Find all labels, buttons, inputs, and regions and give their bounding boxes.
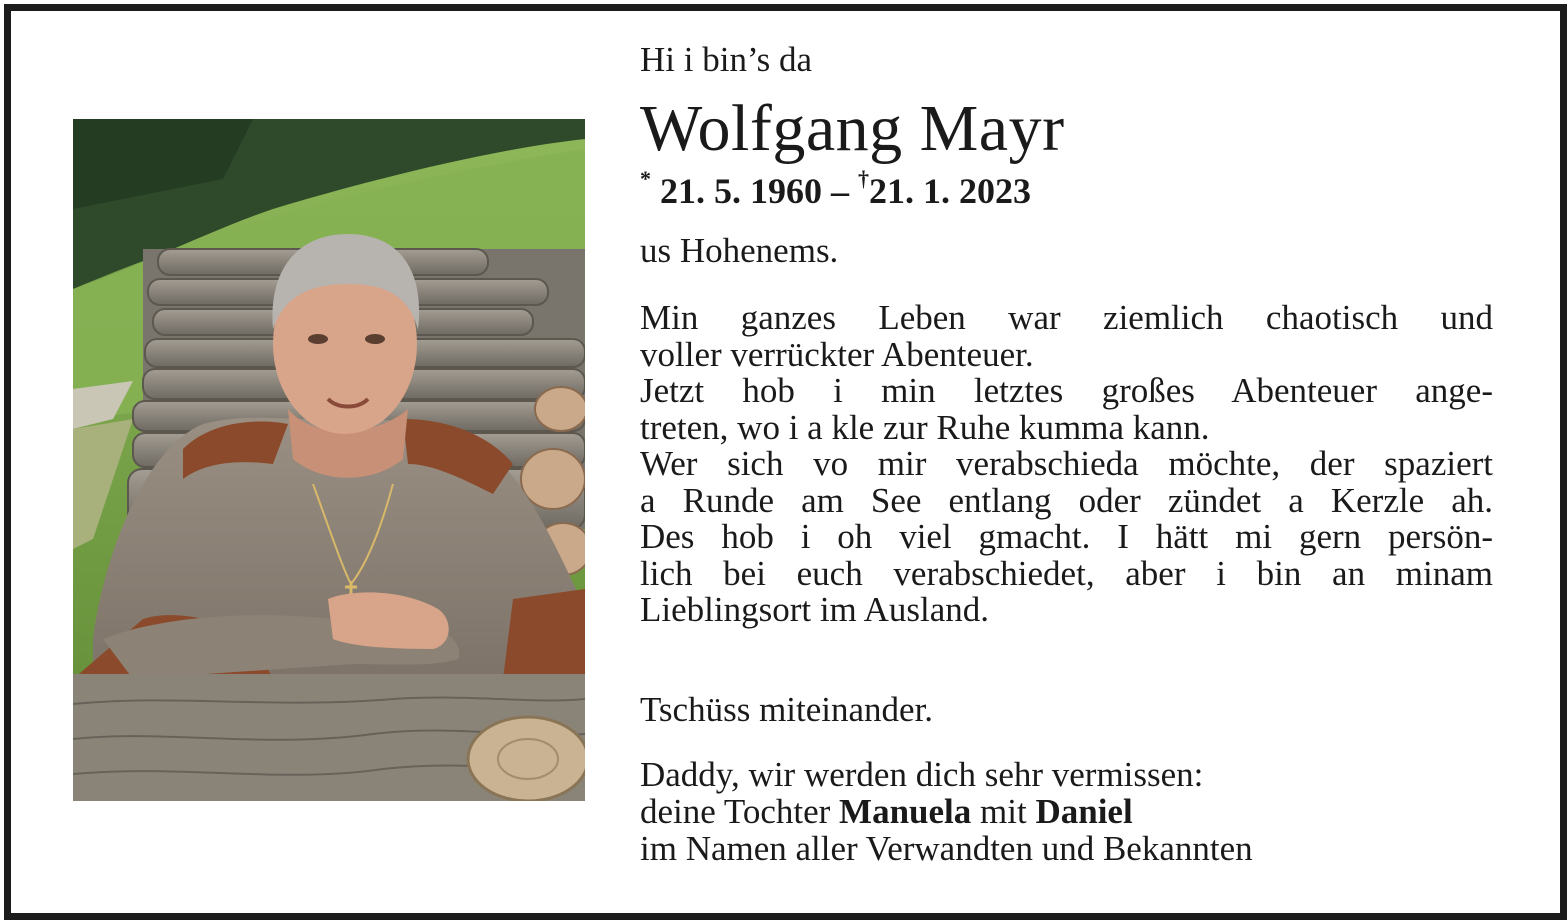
- mourner-name: Daniel: [1035, 792, 1133, 831]
- farewell: Tschüss miteinander.: [640, 690, 934, 729]
- body-line: Lieblingsort im Ausland.: [640, 590, 990, 629]
- body-line: voller verrückter Abenteuer.: [640, 334, 1034, 374]
- life-dates: [640, 166, 1031, 212]
- body-line: Des hob i oh viel gmacht. I hätt mi gern persön-: [640, 517, 1493, 556]
- portrait-illustration: [73, 119, 585, 801]
- signoff-line: im Namen aller Verwandten und Bekannten: [640, 829, 1253, 868]
- body-line: a Runde am See entlang oder zündet a Kerzle ah.: [640, 480, 1493, 520]
- signoff-line: [640, 793, 1253, 830]
- birth-symbol: *: [640, 166, 651, 191]
- body-line: treten, wo i a kle zur Ruhe kumma kann.: [640, 407, 1210, 447]
- date-dash: –: [831, 171, 849, 211]
- birth-date: 21. 5. 1960: [660, 171, 822, 211]
- deceased-name: Wolfgang Mayr: [640, 92, 1065, 165]
- body-text: [640, 300, 1493, 629]
- death-symbol: †: [858, 166, 869, 191]
- greeting: Hi i bin’s da: [640, 40, 813, 79]
- body-line: Jetzt hob i min letztes großes Abenteuer ange-: [640, 371, 1493, 410]
- signoff-line: Daddy, wir werden dich sehr vermissen:: [640, 755, 1204, 794]
- body-line: Min ganzes Leben war ziemlich chaotisch und: [640, 298, 1493, 337]
- signoff-connector: mit: [971, 792, 1036, 831]
- mourner-name: Manuela: [839, 792, 972, 831]
- death-date: 21. 1. 2023: [869, 171, 1031, 211]
- portrait-photo: [73, 119, 585, 801]
- body-line: Wer sich vo mir verabschieda möchte, der spaziert: [640, 444, 1493, 483]
- body-line: lich bei euch verabschiedet, aber i bin an minam: [640, 553, 1493, 593]
- signoff-prefix: deine Tochter: [640, 792, 840, 831]
- origin: us Hohenems.: [640, 231, 839, 270]
- signoff: [640, 756, 1253, 867]
